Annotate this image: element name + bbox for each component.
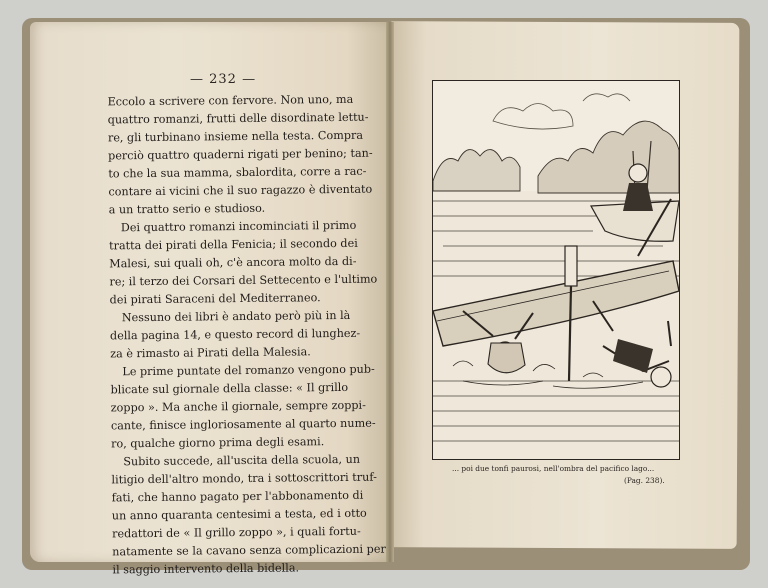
text-line: zoppo ». Ma anche il giornale, sempre zoppi- bbox=[110, 398, 366, 415]
text-line: re, gli turbinano insieme nella testa. Compra bbox=[107, 128, 364, 145]
text-line: un anno quaranta centesimi a testa, ed i otto bbox=[111, 506, 367, 523]
book-spine-gutter bbox=[386, 22, 394, 562]
illustration-page-reference: (Pag. 238). bbox=[624, 476, 665, 485]
text-line: quattro romanzi, frutti delle disordinate lettu- bbox=[107, 110, 369, 127]
text-line: perciò quattro quaderni rigati per benino; tan- bbox=[108, 146, 373, 163]
illustration-caption: ... poi due tonfi paurosi, nell'ombra del pacifico lago... bbox=[452, 464, 655, 473]
text-line: Dei quattro romanzi incominciati il primo bbox=[120, 218, 357, 235]
text-line: dei pirati Saraceni del Mediterraneo. bbox=[109, 291, 321, 307]
text-line: to che la sua mamma, sbalordita, corre a rac- bbox=[108, 164, 367, 181]
text-line: fati, che hanno pagato per l'abbonamento di bbox=[111, 488, 364, 505]
illustration-drawing bbox=[433, 81, 679, 459]
text-line: il saggio intervento della bidella. bbox=[112, 561, 300, 577]
text-line: Malesi, sui quali oh, c'è ancora molto da di- bbox=[109, 254, 357, 271]
text-line: Eccolo a scrivere con fervore. Non uno, ma bbox=[107, 92, 354, 109]
text-line: re; il terzo dei Corsari del Settecento e l'ultimo bbox=[109, 272, 378, 289]
page-number: — 232 — bbox=[190, 72, 257, 87]
text-line: Subito succede, all'uscita della scuola, un bbox=[123, 452, 361, 469]
text-line: ro, qualche giorno prima degli esami. bbox=[111, 435, 325, 451]
illustration-rowing-scene bbox=[432, 80, 680, 460]
text-line: redattori de « Il grillo zoppo », i quali fortu- bbox=[112, 524, 361, 541]
body-text bbox=[107, 91, 386, 580]
text-line: Le prime puntate del romanzo vengono pub- bbox=[122, 362, 375, 379]
text-line: litigio dell'altro mondo, tra i sottoscrittori truf- bbox=[111, 470, 377, 487]
text-line: della pagina 14, e questo record di lunghez- bbox=[109, 326, 361, 343]
text-line: blicate sul giornale della classe: « Il grillo bbox=[110, 380, 349, 397]
text-line: cante, finisce ingloriosamente al quarto nume- bbox=[110, 416, 376, 433]
text-line: natamente se la cavano senza complicazioni per bbox=[112, 542, 386, 559]
text-line: a un tratto serio e studioso. bbox=[108, 201, 266, 217]
text-line: za è rimasto ai Pirati della Malesia. bbox=[110, 345, 311, 361]
text-line: contare ai vicini che il suo ragazzo è diventato bbox=[108, 182, 373, 199]
text-line: tratta dei pirati della Fenicia; il secondo dei bbox=[108, 236, 358, 253]
text-line: Nessuno dei libri è andato però più in là bbox=[121, 308, 351, 325]
